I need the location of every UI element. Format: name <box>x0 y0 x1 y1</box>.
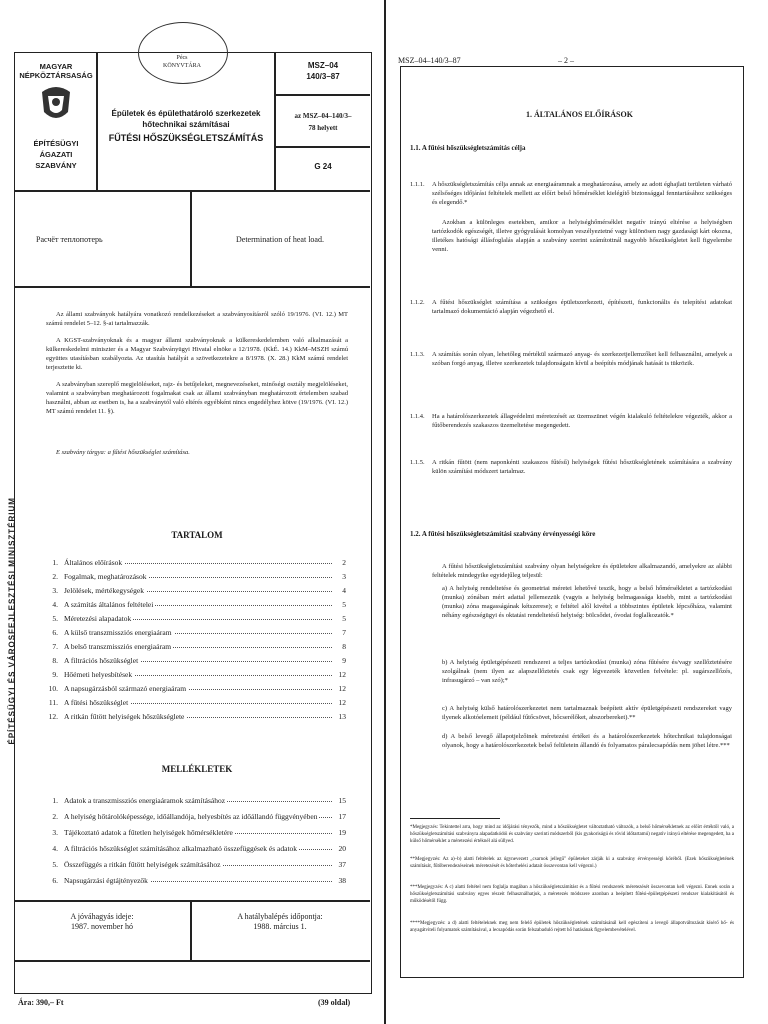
effective-label: A hatálybalépés időpontja: <box>237 912 323 921</box>
title-line-2: hőtechnikai számításai <box>142 120 230 129</box>
replaces-line-1: az MSZ–04–140/3– <box>294 112 352 120</box>
russian-title: Расчёт теплопотерь <box>36 235 103 244</box>
footnote-4: ****Megjegyzés: a d) alatti feltételeknek meg nem felelő épületek hőszükségletének számításánál kell egészíteni a levegő állapotváltozását kísérő hő- és anyagátviteli folyamatok számításával, a lecsapódás során felszabaduló rejtett hő hatásának figyelembevételével. <box>410 921 734 933</box>
para-1-1-3: A számítás során olyan, lehetőleg mértékül származó anyag- és szerkezetjellemzőket kell felhasználni, amelyek a szóban forgó anyag, illetve szerkezetek tulajdonságain kívül a beépítés módjának hatását is tükrözik. <box>432 351 732 367</box>
para-number: 1.1.2. <box>410 299 425 306</box>
para-1-1-4: Ha a határolószerkezetek állagvédelmi méretezését az üzemszünet végén kialakuló feltételekre végezték, akkor a fűtőberendezés szakaszos üzemeltetése megengedett. <box>432 413 732 429</box>
footnote-1: *Megjegyzés: Tekintettel arra, hogy mind az időjárási tényezők, mind a hőszükségletet változtatható változók, a belső hőmérsékletnek az előírt értéktől való, a hőszükségletszámítási szabványra alapadatkódói és szabvány szerinti módszerből (kis gyakoriságú és rövid időtartamú) negatív irányú eltérése megengedett, ha a külső hőmérséklet a méretezési értéknél alá süllyed. <box>410 825 734 844</box>
para-1-1-1-b: Azokban a különleges esetekben, amikor a helyiséghőmérséklet negatív irányú eltérése a helyiségben tartózkodók egészségét, illetve gyógyulását komolyan veszélyeztetné vagy különösen nagy gazdasági kárt okozna, illetékes hatósági állásfoglalás alapján a szabvány szerint számítottnál nagyobb hőszükségletet kell figyelembe venni. <box>432 219 732 253</box>
replaces-line-2: 78 helyett <box>308 124 338 132</box>
para-number: 1.1.3. <box>410 351 425 358</box>
scope-item-a: a) A helyiség rendeltetése és geometriai méretei lehetővé teszik, hogy a belső hőmérsékletet a tartózkodási (munka) zónában mért adattal jellemezzük (vagyis a helyiség belmagassága kisebb, mint a tartózkodási (munka) zóna magasságának kétszerese); e feltétel alól kivétel a többszintes épületek lépcsőháza, valamint néhány egészségügyi és oktatási rendeltetésű helyiség: bölcsődei, óvodai foglalkozatók.* <box>442 585 732 619</box>
annex-item[interactable]: 3. Tájékoztató adatok a fűtetlen helyiségek hőmérsékletére 19 <box>52 828 346 837</box>
standard-number: MSZ–04 <box>307 61 339 70</box>
scope-intro: A fűtési hőszükségletszámítási szabvány olyan helyiségekre és épületekre alkalmazandó, amelyekre az alábbi feltételek mindegyike egyidejűleg teljesül: <box>432 563 732 579</box>
intro-paragraph-2: A KGST-szabványoknak és a magyar állami szabványoknak a külkereskedelemben való alkalmazását a külkereskedelmi miniszter és a Magyar Szabványügyi Hivatal elnöke a 12/1978. (KkÉ. 14.) KkM–MSZH számú együttes utasításban szabályozta. Az utasítás hatályát a szövetkezetekre a 8/1978. (X. 28.) KkM számú rendelet terjesztette ki. <box>46 337 348 371</box>
toc-item[interactable]: 1. Általános előírások 2 <box>52 558 346 567</box>
effective-date: 1988. március 1. <box>253 922 307 931</box>
coat-of-arms-icon <box>38 82 74 126</box>
toc-heading: TARTALOM <box>171 530 223 540</box>
annex-item[interactable]: 1. Adatok a transzmissziós energiaáramok számításához 15 <box>52 796 346 805</box>
issuer-line-2: NÉPKÖZTÁRSASÁG <box>19 71 93 80</box>
para-number: 1.1.1. <box>410 181 425 188</box>
para-number: 1.1.4. <box>410 413 425 420</box>
page-number: – 2 – <box>558 56 574 65</box>
toc-item[interactable]: 3. Jelölések, mértékegységek 4 <box>52 586 346 595</box>
english-title: Determination of heat load. <box>236 235 324 244</box>
para-1-1-5: A ritkán fűtött (nem naponkénti szakaszos fűtésű) helyiségek fűtési hőszükségletének számítására a szabvány külön számítási módszert tartalmaz. <box>432 459 732 475</box>
toc-item[interactable]: 11. A fűtési hőszükséglet 12 <box>48 698 346 707</box>
scope-item-d: d) A belső levegő állapotjelzőinek méretezési értékei és a határolószerkezetek hőtechnikai tulajdonságai olyanok, hogy a határolószerkezetek belső felületein állandó és folyamatos páralecsapódás nem jöhet létre.*** <box>442 733 732 749</box>
issuer-line-3: ÉPÍTÉSÜGYI <box>33 139 79 148</box>
approval-label: A jóváhagyás ideje: <box>70 912 134 921</box>
intro-paragraph-3: A szabványban szereplő megjelöléseket, rajz- és betűjeleket, megnevezéseket, minőségi osztály megjelöléseket, valamint a szabványban meghatározott fogalmakat csak az állami szabványban meghatározott értelemben szabad használni, abban az esetben is, ha a szabványtól való eltérés egyébként nincs engedélyhez kötve (19/1976. (VI. 12.) MT számú rendelet 11. §). <box>46 381 348 415</box>
subject-line: E szabvány tárgya: a fűtési hőszükséglet számítása. <box>56 449 190 456</box>
toc-item[interactable]: 7. A belső transzmissziós energiaáram 8 <box>52 642 346 651</box>
footnote-2: **Megjegyzés: Az a)–b) alatti feltételek az úgynevezett „csarnok jellegű" épületeket zárják ki a szabvány érvényességi köréből. (Ezek hőszükségletének számítását, fűtőberendezéseinek méretezését és hőterhelési adatait összevontan kell végezni.) <box>410 857 734 869</box>
toc-item[interactable]: 10. A napsugárzásból származó energiaáram 12 <box>48 684 346 693</box>
title-line-3: FŰTÉSI HŐSZÜKSÉGLETSZÁMÍTÁS <box>108 133 264 143</box>
issuer-line-4: ÁGAZATI <box>39 150 73 159</box>
annex-item[interactable]: 2. A helyiség hőtárolóképessége, időállandója, helyesbítés az időállandó függvényében 17 <box>52 812 346 821</box>
stamp-line-1: Pécs <box>176 55 188 61</box>
header-code: MSZ–04–140/3–87 <box>398 56 461 65</box>
section-1-2-title: 1.2. A fűtési hőszükségletszámítási szabvány érvényességi köre <box>410 530 596 538</box>
annex-heading: MELLÉKLETEK <box>161 764 233 774</box>
annex-item[interactable]: 6. Napsugárzási égtájtényezők 38 <box>52 876 346 885</box>
scope-item-c: c) A helyiség külső határolószerkezetei nem tartalmaznak beépített aktív épületgépészeti rendszereket vagy ilyenek alkotóelemeit (például fűtőcsövet, hőcserélőket, abszorbereket).** <box>442 705 732 721</box>
footnote-separator <box>410 818 500 819</box>
issuer-line-1: MAGYAR <box>39 62 73 71</box>
toc-item[interactable]: 6. A külső transzmissziós energiaáram 7 <box>52 628 346 637</box>
para-number: 1.1.5. <box>410 459 425 466</box>
footnote-3: ***Megjegyzés: A c) alatti feltétel nem foglalja magában a hőszükségletszámítást és a fűtési rendszerek méretezését összevontan kell végezni. Ennek során a hőszükségletszámítási szabvány egyes részeit felhasználhatjuk, a méretezés módszere azonban a beépített fűtési-épületgépészeti rendszer kialakításától és működésétől függ. <box>410 885 734 904</box>
annex-item[interactable]: 4. A filtrációs hőszükséglet számításához alkalmazható összefüggések és adatok 20 <box>52 844 346 853</box>
toc-item[interactable]: 12. A ritkán fűtött helyiségek hőszükséglete 13 <box>48 712 346 721</box>
ministry-sidebar-text: ÉPÍTÉSÜGYI ÉS VÁROSFEJLESZTÉSI MINISZTÉRIUM <box>7 497 17 745</box>
section-1-title: 1. ÁLTALÁNOS ELŐÍRÁSOK <box>526 110 633 119</box>
standard-number-sub: 140/3–87 <box>306 72 340 81</box>
toc-item[interactable]: 8. A filtrációs hőszükséglet 9 <box>52 656 346 665</box>
para-1-1-1: A hőszükségletszámítás célja annak az energiaáramnak a meghatározása, amely az adott éghajlati területen várható szélsőséges időjárási feltételek mellett az előírt belső hőmérséklet kielégítő biztonsággal fenntartásához szükséges és elegendő.* <box>432 181 732 206</box>
annex-item[interactable]: 5. Összefüggés a ritkán fűtött helyiségek számításához 37 <box>52 860 346 869</box>
issuer-block <box>16 62 96 80</box>
library-stamp <box>138 22 228 84</box>
price-label: Ára: 390,– Ft <box>18 998 64 1007</box>
issuer-line-5: SZABVÁNY <box>35 161 77 170</box>
para-1-1-2: A fűtési hőszükséglet számítása a szükséges épületszerkezeti, építészeti, funkcionális és telepítési adatokat tartalmazó dokumentáció alapján végezhető el. <box>432 299 732 315</box>
page-count: (39 oldal) <box>318 998 351 1007</box>
toc-item[interactable]: 4. A számítás általános feltételei 5 <box>52 600 346 609</box>
group-code: G 24 <box>314 162 332 171</box>
intro-paragraph-1: Az állami szabványok hatályára vonatkozó rendelkezéseket a szabványosításról szóló 19/1976. (VI. 12.) MT számú rendelet 5–12. §-ai tartalmazzák. <box>46 311 348 327</box>
section-1-1-title: 1.1. A fűtési hőszükségletszámítás célja <box>410 144 526 152</box>
stamp-line-2: KÖNYVTÁRA <box>163 63 201 69</box>
title-line-1: Épületek és épülethatároló szerkezetek <box>111 109 261 118</box>
standard-title <box>100 108 272 144</box>
toc-item[interactable]: 9. Hőémeti helyesbítések 12 <box>52 670 346 679</box>
scope-item-b: b) A helyiség épületgépészeti rendszerei a teljes tartózkodási (munka) zóna fűtésére és/vagy szellőztetésére szolgálnak (nem ilyen az alapszellőztetés csak egy légvezeték közvetlen felvétele: pl. sugárszellőzés, infrasugárzó – van szó);* <box>442 659 732 684</box>
approval-date: 1987. november hó <box>71 922 133 931</box>
toc-item[interactable]: 2. Fogalmak, meghatározások 3 <box>52 572 346 581</box>
toc-item[interactable]: 5. Méretezési alapadatok 5 <box>52 614 346 623</box>
right-page <box>386 0 768 1024</box>
